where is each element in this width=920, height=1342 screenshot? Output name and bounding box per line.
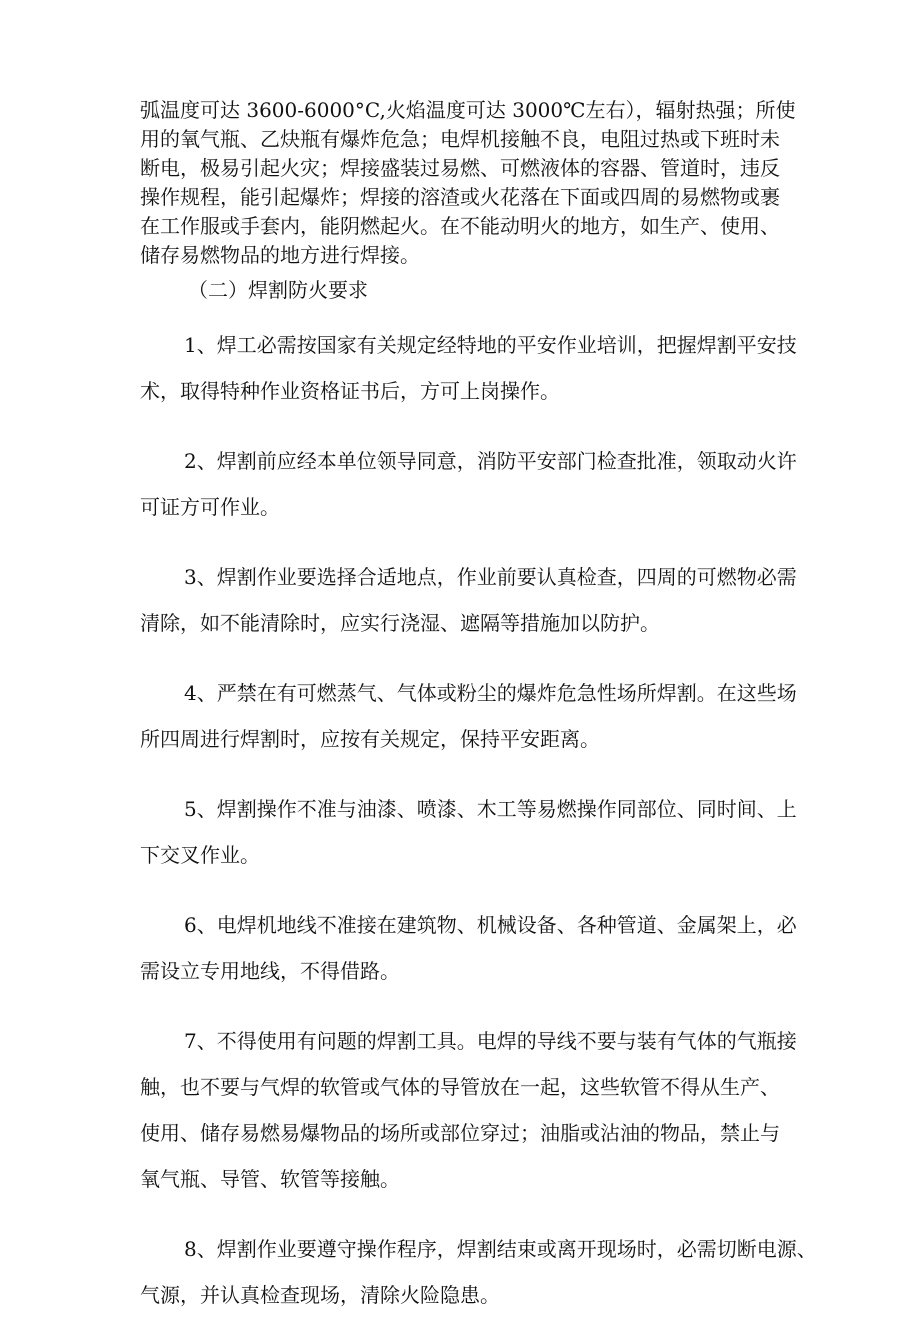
item-line: 可证方可作业。 bbox=[140, 495, 280, 519]
item-line: 气源，并认真检查现场，清除火险隐患。 bbox=[140, 1283, 500, 1307]
item-line: 7、不得使用有问题的焊割工具。电焊的导线不要与装有气体的气瓶接 bbox=[184, 1029, 797, 1053]
item-line: 2、焊割前应经本单位领导同意，消防平安部门检查批准，领取动火许 bbox=[184, 449, 797, 473]
requirement-item bbox=[140, 554, 797, 646]
requirement-item bbox=[140, 902, 797, 994]
intro-line: 弧温度可达 3600-6000°C,火焰温度可达 3000℃左右），辐射热强；所使 bbox=[140, 98, 796, 122]
item-line: 4、严禁在有可燃蒸气、气体或粉尘的爆炸危急性场所焊割。在这些场 bbox=[184, 681, 797, 705]
requirement-item bbox=[140, 1018, 797, 1202]
item-line: 需设立专用地线，不得借路。 bbox=[140, 959, 400, 983]
intro-line: 用的氧气瓶、乙炔瓶有爆炸危急；电焊机接触不良，电阻过热或下班时未 bbox=[140, 127, 780, 151]
intro-line: 在工作服或手套内，能阴燃起火。在不能动明火的地方，如生产、使用、 bbox=[140, 214, 780, 238]
intro-line: 操作规程，能引起爆炸；焊接的溶渣或火花落在下面或四周的易燃物或裹 bbox=[140, 185, 780, 209]
intro-line: 断电，极易引起火灾；焊接盛装过易燃、可燃液体的容器、管道时，违反 bbox=[140, 156, 780, 180]
requirement-item bbox=[140, 670, 797, 762]
item-line: 6、电焊机地线不准接在建筑物、机械设备、各种管道、金属架上，必 bbox=[184, 913, 797, 937]
item-line: 1、焊工必需按国家有关规定经特地的平安作业培训，把握焊割平安技 bbox=[184, 333, 797, 357]
item-line: 氧气瓶、导管、软管等接触。 bbox=[140, 1167, 400, 1191]
requirement-item bbox=[140, 438, 797, 530]
requirement-item bbox=[140, 322, 797, 414]
requirement-item bbox=[140, 1226, 817, 1318]
item-line: 触，也不要与气焊的软管或气体的导管放在一起，这些软管不得从生产、 bbox=[140, 1075, 780, 1099]
item-line: 清除，如不能清除时，应实行浇湿、遮隔等措施加以防护。 bbox=[140, 611, 660, 635]
item-line: 使用、储存易燃易爆物品的场所或部位穿过；油脂或沾油的物品，禁止与 bbox=[140, 1121, 780, 1145]
requirement-item bbox=[140, 786, 797, 878]
intro-line: 储存易燃物品的地方进行焊接。 bbox=[140, 243, 420, 267]
item-line: 所四周进行焊割时，应按有关规定，保持平安距离。 bbox=[140, 727, 600, 751]
requirements-list bbox=[140, 322, 817, 1342]
item-line: 术，取得特种作业资格证书后，方可上岗操作。 bbox=[140, 379, 560, 403]
item-line: 8、焊割作业要遵守操作程序，焊割结束或离开现场时，必需切断电源、 bbox=[184, 1237, 817, 1261]
item-line: 5、焊割操作不准与油漆、喷漆、木工等易燃操作同部位、同时间、上 bbox=[184, 797, 797, 821]
item-line: 下交叉作业。 bbox=[140, 843, 260, 867]
section-heading: （二）焊割防火要求 bbox=[188, 278, 368, 302]
intro-paragraph bbox=[140, 96, 796, 270]
item-line: 3、焊割作业要选择合适地点，作业前要认真检查，四周的可燃物必需 bbox=[184, 565, 797, 589]
